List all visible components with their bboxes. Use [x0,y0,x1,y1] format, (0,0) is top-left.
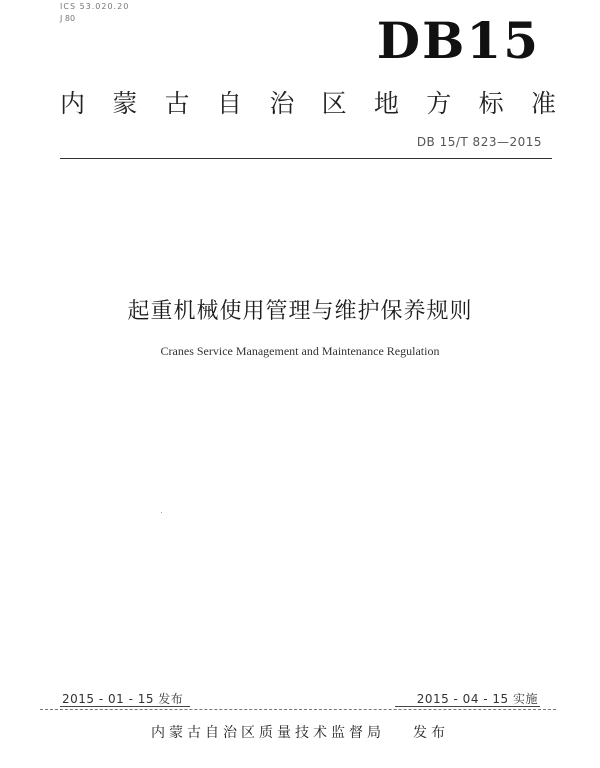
standard-type-char: 地 [373,89,399,118]
standard-type-char: 准 [530,89,556,118]
standard-type-char: 自 [216,89,242,118]
publisher-action: 发布 [413,725,449,741]
issue-date: 2015 - 01 - 15 发布 [62,692,184,706]
standard-number: DB 15/T 823—2015 [416,135,542,149]
publisher-org: 内蒙古自治区质量技术监督局 [151,725,385,741]
implement-date-underline [395,706,540,707]
standard-type-char: 标 [478,89,504,118]
standard-type-char: 蒙 [112,89,138,118]
standard-type-char: 内 [60,89,86,118]
standard-type-char: 古 [164,89,190,118]
header-divider [60,158,552,159]
document-title-english: Cranes Service Management and Maintenance Regulation [160,344,440,358]
standard-type-char: 区 [321,89,347,118]
standard-type-heading [60,84,556,120]
standard-type-char: 方 [426,89,452,118]
publisher-line [0,722,600,742]
standard-type-char: 治 [269,89,295,118]
ccs-code: J 80 [60,14,76,23]
footer-divider [40,709,556,710]
issue-date-underline [60,706,190,707]
scan-speck [161,512,162,513]
document-title-chinese: 起重机械使用管理与维护保养规则 [127,299,473,324]
implement-date: 2015 - 04 - 15 实施 [416,692,538,706]
standard-code-logo: DB15 [376,11,540,70]
ics-code: ICS 53.020.20 [60,2,130,11]
